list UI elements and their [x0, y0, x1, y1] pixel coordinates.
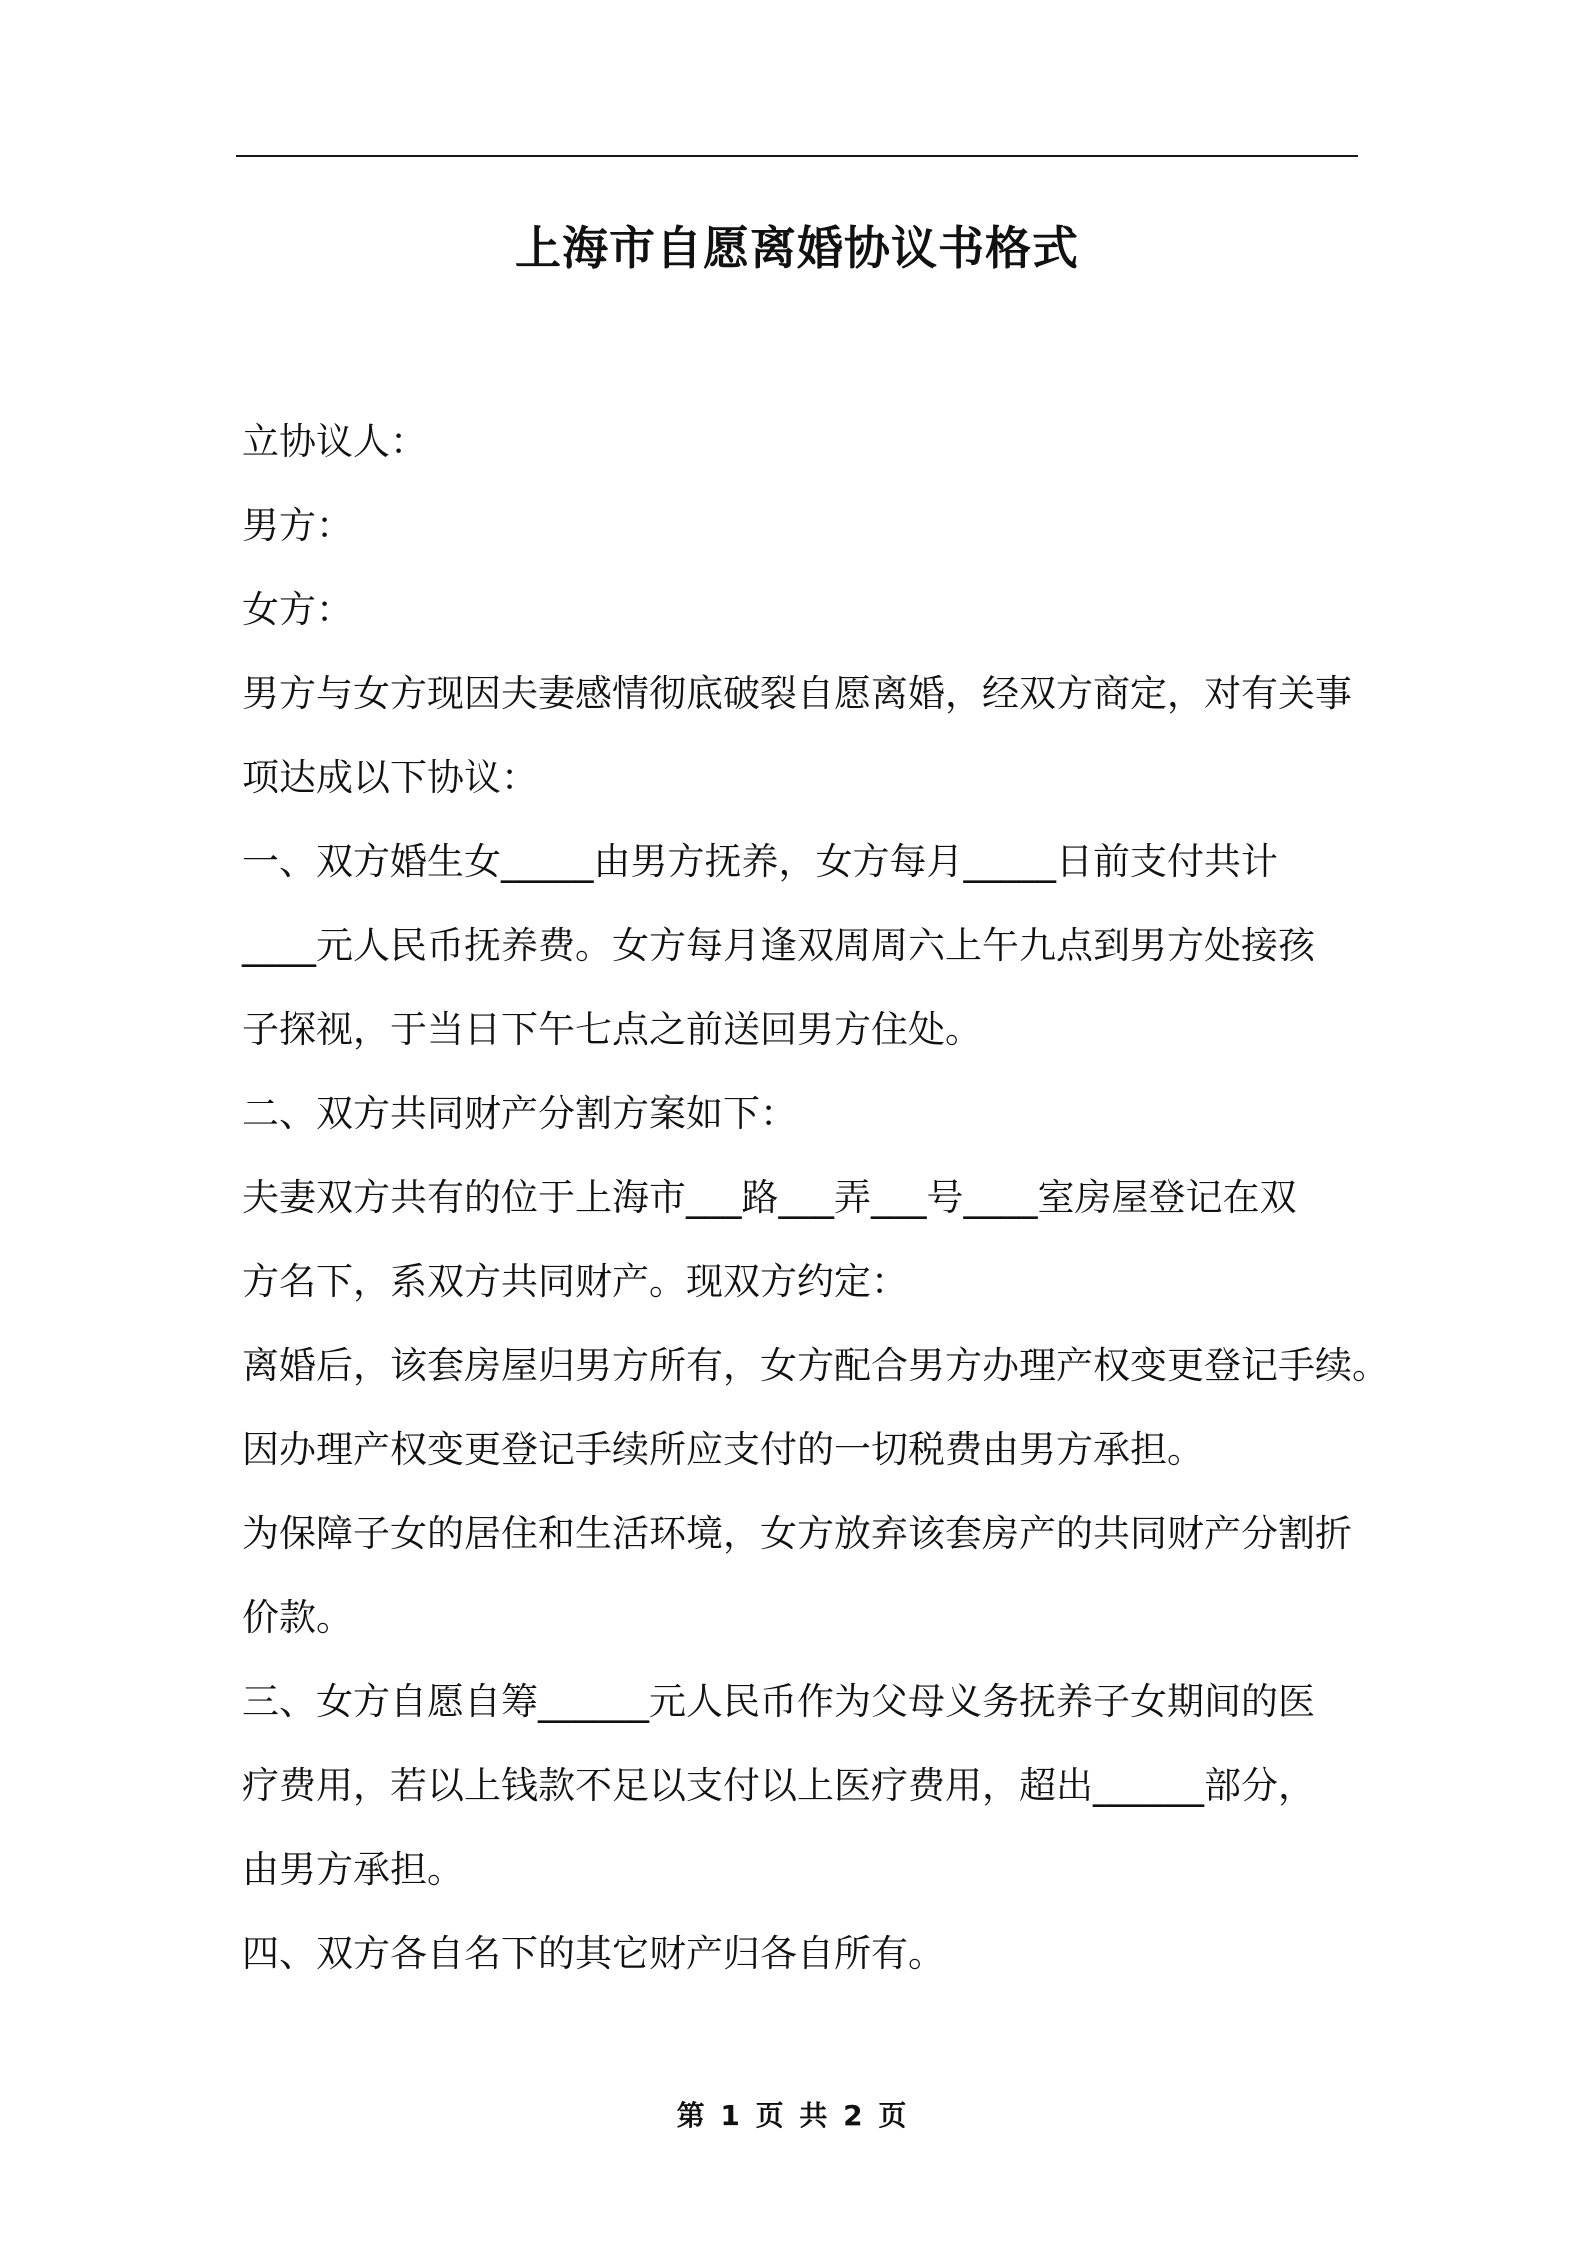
body-line: 男方：	[242, 504, 353, 547]
body-line: 一、双方婚生女_____由男方抚养，女方每月_____日前支付共计	[242, 840, 1278, 883]
body-line: 女方：	[242, 588, 353, 631]
body-line: 男方与女方现因夫妻感情彻底破裂自愿离婚，经双方商定，对有关事	[242, 672, 1352, 715]
body-line: 二、双方共同财产分割方案如下：	[242, 1092, 797, 1135]
body-line: 离婚后，该套房屋归男方所有，女方配合男方办理产权变更登记手续。	[242, 1344, 1389, 1387]
header-rule	[236, 155, 1358, 157]
document-title: 上海市自愿离婚协议书格式	[515, 221, 1079, 275]
document-body	[242, 400, 1389, 1996]
body-line: 夫妻双方共有的位于上海市___路___弄___号____室房屋登记在双	[242, 1176, 1297, 1219]
body-line: 为保障子女的居住和生活环境，女方放弃该套房产的共同财产分割折	[242, 1512, 1352, 1555]
body-line: 三、女方自愿自筹______元人民币作为父母义务抚养子女期间的医	[242, 1680, 1315, 1723]
body-line: ____元人民币抚养费。女方每月逢双周周六上午九点到男方处接孩	[242, 924, 1315, 967]
body-line: 由男方承担。	[242, 1848, 464, 1891]
body-line: 方名下，系双方共同财产。现双方约定：	[242, 1260, 908, 1303]
body-line: 价款。	[242, 1596, 353, 1639]
page-number-footer: 第 1 页 共 2 页	[676, 2099, 910, 2132]
body-line: 立协议人：	[242, 420, 427, 463]
body-line: 子探视，于当日下午七点之前送回男方住处。	[242, 1008, 982, 1051]
body-line: 四、双方各自名下的其它财产归各自所有。	[242, 1932, 945, 1975]
body-line: 因办理产权变更登记手续所应支付的一切税费由男方承担。	[242, 1428, 1204, 1471]
body-line: 项达成以下协议：	[242, 756, 538, 799]
body-line: 疗费用，若以上钱款不足以支付以上医疗费用，超出______部分，	[242, 1764, 1315, 1807]
